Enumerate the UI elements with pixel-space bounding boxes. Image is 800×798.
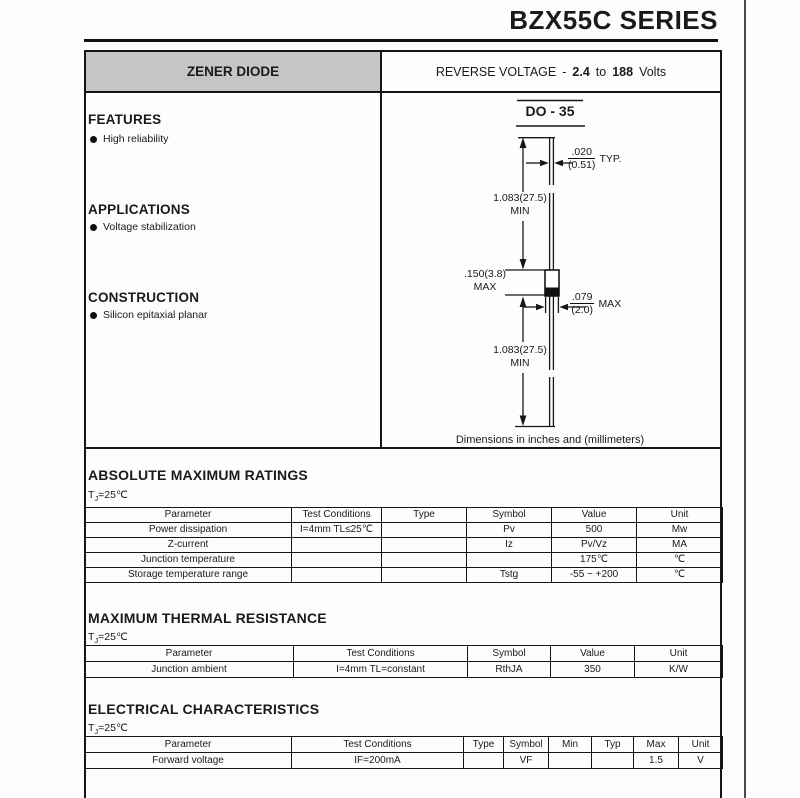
top-lead-length-value: 1.083(27.5) (493, 192, 547, 204)
column-header: Parameter (85, 737, 292, 753)
reverse-voltage-label: REVERSE VOLTAGE (435, 64, 557, 79)
package-drawing-panel (380, 93, 720, 447)
table-cell: RthJA (468, 662, 551, 678)
top-lead-length-qualifier: MIN (510, 205, 530, 218)
body-diameter-mm: (2.0) (571, 304, 594, 317)
column-header: Unit (637, 508, 723, 523)
construction-item (90, 309, 207, 321)
column-header: Symbol (467, 508, 552, 523)
table-cell: -55 ~ +200 (552, 568, 637, 583)
table-cell: Z-current (85, 538, 292, 553)
table-cell: Forward voltage (85, 753, 292, 769)
package-drawing (380, 93, 720, 447)
column-header: Min (549, 737, 592, 753)
volts-label: Volts (639, 64, 667, 79)
construction-item-text: Silicon epitaxial planar (103, 309, 208, 321)
column-header: Test Conditions (292, 737, 464, 753)
table-cell (292, 538, 382, 553)
abs-max-heading: ABSOLUTE MAXIMUM RATINGS (88, 467, 308, 483)
bullet-icon (90, 312, 97, 319)
table-cell: Mw (637, 523, 723, 538)
table-cell: ℃ (637, 568, 723, 583)
voltage-max: 188 (612, 64, 634, 79)
column-header: Unit (679, 737, 723, 753)
column-header: Typ (592, 737, 634, 753)
tj-suffix: =25℃ (98, 722, 128, 734)
thermal-condition (88, 631, 128, 645)
tj-prefix: T (88, 722, 95, 734)
table-cell (382, 568, 467, 583)
applications-heading: APPLICATIONS (88, 202, 190, 217)
column-header: Symbol (468, 646, 551, 662)
bottom-lead-length-value: 1.083(27.5) (493, 344, 547, 356)
column-header: Value (552, 508, 637, 523)
table-cell: 1.5 (634, 753, 679, 769)
electrical-table (84, 736, 723, 769)
body-diameter-dimension (570, 291, 621, 316)
package-name: DO - 35 (525, 103, 575, 119)
table-cell: IF=200mA (292, 753, 464, 769)
box-right-border (720, 50, 722, 798)
tj-subscript: J (94, 727, 99, 737)
table-cell: Pv/Vz (552, 538, 637, 553)
table-cell (382, 538, 467, 553)
table-cell: VF (504, 753, 549, 769)
table-row (85, 753, 723, 769)
diode-body (545, 270, 559, 296)
header-cell-reverse-voltage (382, 52, 720, 91)
lead-diameter-mm: (0.51) (568, 159, 596, 172)
table-cell: V (679, 753, 723, 769)
column-header: Type (382, 508, 467, 523)
to-label: to (595, 64, 607, 79)
tj-suffix: =25℃ (98, 631, 128, 643)
column-header: Test Conditions (294, 646, 468, 662)
zener-diode-label: ZENER DIODE (186, 64, 280, 79)
table-cell (382, 553, 467, 568)
table-cell: Storage temperature range (85, 568, 292, 583)
features-item (90, 133, 168, 145)
lead-diameter-qualifier: TYP. (599, 152, 622, 165)
table-cell: Pv (467, 523, 552, 538)
column-header: Parameter (85, 508, 292, 523)
bottom-lead-length-dimension (483, 344, 557, 370)
bullet-icon (90, 136, 97, 143)
column-header: Type (464, 737, 504, 753)
applications-item (90, 221, 196, 233)
dimension-arrowheads (520, 138, 568, 427)
electrical-heading: ELECTRICAL CHARACTERISTICS (88, 701, 320, 717)
table-cell: 175℃ (552, 553, 637, 568)
table-cell: K/W (635, 662, 723, 678)
table-row (85, 553, 723, 568)
features-heading: FEATURES (88, 112, 162, 127)
column-header: Unit (635, 646, 723, 662)
dimensions-caption: Dimensions in inches and (millimeters) (455, 434, 645, 446)
title-underline (84, 39, 718, 42)
table-cell (549, 753, 592, 769)
body-diameter-inches: .079 (572, 291, 593, 303)
applications-item-text: Voltage stabilization (103, 221, 196, 233)
abs-max-condition (88, 489, 128, 503)
table-cell: Iz (467, 538, 552, 553)
abs-max-table (84, 507, 723, 583)
electrical-condition (88, 722, 128, 736)
dash: - (562, 64, 567, 79)
table-cell: Junction ambient (85, 662, 294, 678)
table-cell (382, 523, 467, 538)
thermal-heading: MAXIMUM THERMAL RESISTANCE (88, 610, 327, 626)
column-header: Symbol (504, 737, 549, 753)
column-header: Max (634, 737, 679, 753)
top-lead-length-dimension (483, 192, 557, 218)
body-length-value: .150(3.8) (463, 268, 507, 280)
tj-prefix: T (88, 489, 95, 501)
page-title: BZX55C SERIES (509, 5, 718, 35)
table-cell: Tstg (467, 568, 552, 583)
tj-subscript: J (94, 636, 99, 646)
column-header: Value (551, 646, 635, 662)
table-row (85, 568, 723, 583)
table-row (85, 662, 723, 678)
column-header: Test Conditions (292, 508, 382, 523)
table-cell: Power dissipation (85, 523, 292, 538)
tj-suffix: =25℃ (98, 489, 128, 501)
features-item-text: High reliability (103, 133, 169, 145)
table-cell (592, 753, 634, 769)
table-cell (292, 568, 382, 583)
lead-diameter-inches: .020 (568, 146, 595, 159)
table-cell (464, 753, 504, 769)
body-length-qualifier: MAX (473, 281, 497, 294)
column-header: Parameter (85, 646, 294, 662)
lead-diameter-dimension (568, 146, 621, 171)
tj-subscript: J (94, 494, 99, 504)
upper-section-bottom-border (84, 447, 722, 449)
bullet-icon (90, 224, 97, 231)
table-cell: ℃ (637, 553, 723, 568)
table-cell (467, 553, 552, 568)
tj-prefix: T (88, 631, 95, 643)
bottom-lead-length-qualifier: MIN (510, 357, 530, 370)
construction-heading: CONSTRUCTION (88, 290, 200, 305)
body-length-dimension (458, 268, 512, 294)
thermal-table (84, 645, 723, 678)
table-cell: I=4mm TL≤25℃ (292, 523, 382, 538)
table-row (85, 538, 723, 553)
body-diameter-qualifier: MAX (598, 297, 622, 310)
table-cell: MA (637, 538, 723, 553)
page-edge-line (744, 0, 746, 798)
box-left-border (84, 50, 86, 798)
table-row (85, 523, 723, 538)
table-cell: 500 (552, 523, 637, 538)
table-cell: I=4mm TL=constant (294, 662, 468, 678)
table-cell (292, 553, 382, 568)
table-cell: Junction temperature (85, 553, 292, 568)
header-cell-zener-diode (86, 52, 380, 91)
voltage-min: 2.4 (572, 64, 590, 79)
table-cell: 350 (551, 662, 635, 678)
